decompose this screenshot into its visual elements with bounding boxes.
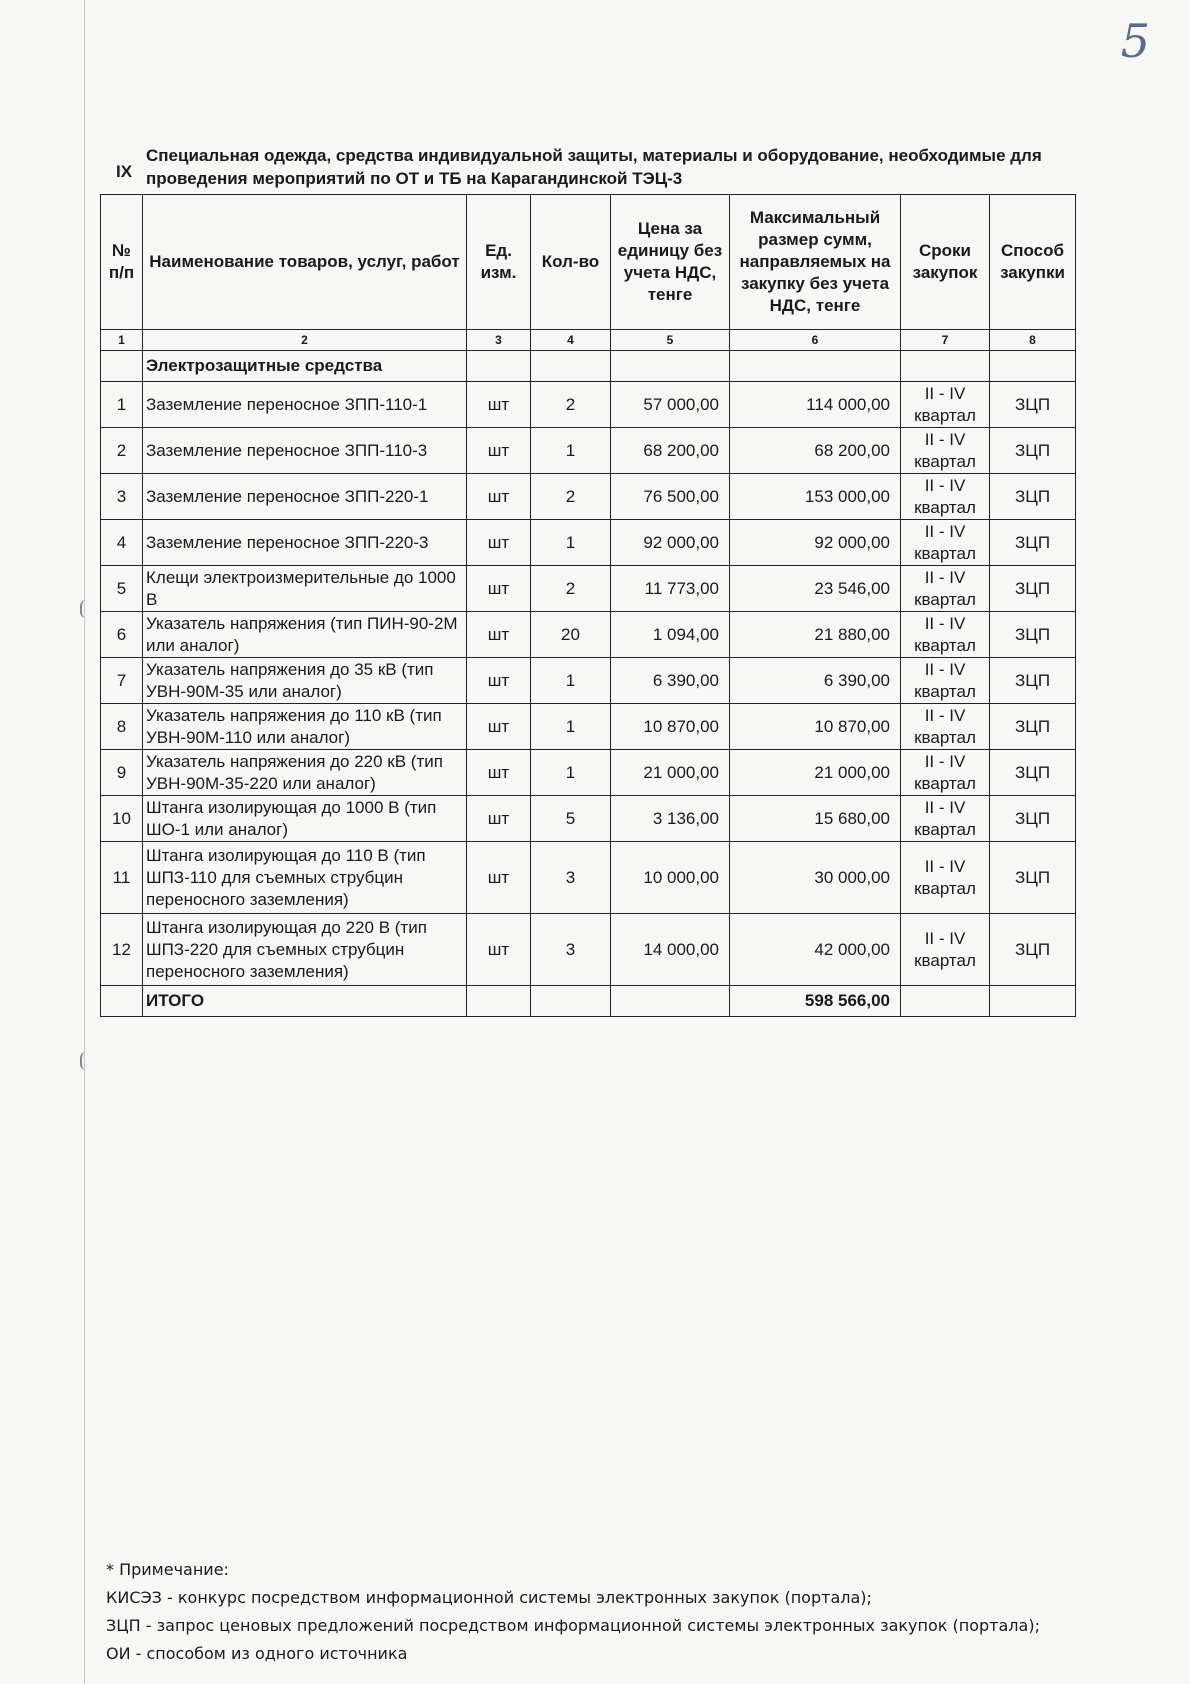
note-line: ЗЦП - запрос ценовых предложений посредством информационной системы электронных закупок (портала); <box>106 1616 1040 1635</box>
item-purchase-period: II - IV квартал <box>901 382 990 428</box>
item-name: Указатель напряжения (тип ПИН-90-2М или аналог) <box>143 612 467 658</box>
column-number-row <box>101 330 1076 351</box>
item-quantity: 20 <box>531 612 611 658</box>
item-amount: 30 000,00 <box>730 842 901 914</box>
item-unit: шт <box>467 842 531 914</box>
item-name: Указатель напряжения до 220 кВ (тип УВН-90М-35-220 или аналог) <box>143 750 467 796</box>
item-purchase-method: ЗЦП <box>990 704 1076 750</box>
column-number: 7 <box>901 330 990 351</box>
item-amount: 6 390,00 <box>730 658 901 704</box>
total-spacer-cell <box>101 986 143 1017</box>
item-name: Указатель напряжения до 110 кВ (тип УВН-90М-110 или аналог) <box>143 704 467 750</box>
table-row <box>101 658 1076 704</box>
column-number: 3 <box>467 330 531 351</box>
column-number: 4 <box>531 330 611 351</box>
item-unit: шт <box>467 658 531 704</box>
header-price: Цена за единицу без учета НДС, тенге <box>611 195 730 330</box>
item-purchase-method: ЗЦП <box>990 796 1076 842</box>
item-amount: 23 546,00 <box>730 566 901 612</box>
item-purchase-method: ЗЦП <box>990 566 1076 612</box>
item-unit: шт <box>467 566 531 612</box>
item-quantity: 1 <box>531 750 611 796</box>
table-row <box>101 796 1076 842</box>
row-number: 1 <box>101 382 143 428</box>
table-row <box>101 428 1076 474</box>
item-unit: шт <box>467 796 531 842</box>
item-purchase-method: ЗЦП <box>990 612 1076 658</box>
procurement-table <box>100 194 1076 1017</box>
item-unit-price: 3 136,00 <box>611 796 730 842</box>
item-purchase-period: II - IV квартал <box>901 704 990 750</box>
table-row <box>101 566 1076 612</box>
item-unit-price: 92 000,00 <box>611 520 730 566</box>
item-amount: 42 000,00 <box>730 914 901 986</box>
total-label: ИТОГО <box>143 986 467 1017</box>
item-amount: 153 000,00 <box>730 474 901 520</box>
group-row <box>101 351 1076 382</box>
item-name: Заземление переносное ЗПП-220-3 <box>143 520 467 566</box>
total-spacer-cell <box>611 986 730 1017</box>
item-quantity: 3 <box>531 914 611 986</box>
item-unit-price: 11 773,00 <box>611 566 730 612</box>
column-number: 5 <box>611 330 730 351</box>
notes-heading: * Примечание: <box>106 1560 229 1579</box>
item-quantity: 1 <box>531 658 611 704</box>
row-number: 11 <box>101 842 143 914</box>
item-purchase-period: II - IV квартал <box>901 914 990 986</box>
group-spacer-cell <box>730 351 901 382</box>
item-amount: 92 000,00 <box>730 520 901 566</box>
total-row <box>101 986 1076 1017</box>
row-number: 5 <box>101 566 143 612</box>
header-name: Наименование товаров, услуг, работ <box>143 195 467 330</box>
total-spacer-cell <box>990 986 1076 1017</box>
header-unit: Ед. изм. <box>467 195 531 330</box>
row-number: 12 <box>101 914 143 986</box>
item-unit-price: 21 000,00 <box>611 750 730 796</box>
note-line: КИСЭЗ - конкурс посредством информационной системы электронных закупок (портала); <box>106 1588 872 1607</box>
handwritten-page-number: 5 <box>1120 14 1150 68</box>
item-unit: шт <box>467 474 531 520</box>
group-spacer-cell <box>990 351 1076 382</box>
item-quantity: 1 <box>531 704 611 750</box>
item-purchase-method: ЗЦП <box>990 382 1076 428</box>
row-number: 4 <box>101 520 143 566</box>
column-number: 1 <box>101 330 143 351</box>
item-name: Указатель напряжения до 35 кВ (тип УВН-90М-35 или аналог) <box>143 658 467 704</box>
item-amount: 21 880,00 <box>730 612 901 658</box>
item-purchase-method: ЗЦП <box>990 842 1076 914</box>
column-number: 6 <box>730 330 901 351</box>
table-row <box>101 842 1076 914</box>
notes-block <box>106 1556 1040 1668</box>
item-unit: шт <box>467 612 531 658</box>
item-purchase-period: II - IV квартал <box>901 842 990 914</box>
section-title: Специальная одежда, средства индивидуальной защиты, материалы и оборудование, необходимые для проведения мероприятий по ОТ и ТБ на Карагандинской ТЭЦ-3 <box>146 146 1042 188</box>
item-name: Заземление переносное ЗПП-110-1 <box>143 382 467 428</box>
item-name: Клещи электроизмерительные до 1000 В <box>143 566 467 612</box>
total-spacer-cell <box>901 986 990 1017</box>
item-unit: шт <box>467 914 531 986</box>
item-name: Штанга изолирующая до 1000 В (тип ШО-1 или аналог) <box>143 796 467 842</box>
item-unit-price: 57 000,00 <box>611 382 730 428</box>
item-unit: шт <box>467 704 531 750</box>
item-purchase-method: ЗЦП <box>990 750 1076 796</box>
item-amount: 68 200,00 <box>730 428 901 474</box>
item-unit-price: 6 390,00 <box>611 658 730 704</box>
binder-hole-mark <box>80 600 90 618</box>
column-number: 8 <box>990 330 1076 351</box>
item-purchase-period: II - IV квартал <box>901 750 990 796</box>
item-purchase-period: II - IV квартал <box>901 658 990 704</box>
item-unit: шт <box>467 382 531 428</box>
header-method: Способ закупки <box>990 195 1076 330</box>
item-quantity: 1 <box>531 520 611 566</box>
table-row <box>101 704 1076 750</box>
item-purchase-period: II - IV квартал <box>901 796 990 842</box>
header-qty: Кол-во <box>531 195 611 330</box>
item-purchase-method: ЗЦП <box>990 474 1076 520</box>
item-unit: шт <box>467 520 531 566</box>
item-amount: 10 870,00 <box>730 704 901 750</box>
table-row <box>101 750 1076 796</box>
row-number: 8 <box>101 704 143 750</box>
item-purchase-period: II - IV квартал <box>901 612 990 658</box>
table-row <box>101 914 1076 986</box>
item-unit-price: 14 000,00 <box>611 914 730 986</box>
table-row <box>101 520 1076 566</box>
row-number: 9 <box>101 750 143 796</box>
group-name: Электрозащитные средства <box>143 351 467 382</box>
note-line: ОИ - способом из одного источника <box>106 1644 408 1663</box>
item-amount: 15 680,00 <box>730 796 901 842</box>
table-row <box>101 382 1076 428</box>
table-row <box>101 474 1076 520</box>
item-quantity: 5 <box>531 796 611 842</box>
group-spacer-cell <box>611 351 730 382</box>
item-purchase-period: II - IV квартал <box>901 520 990 566</box>
total-spacer-cell <box>467 986 531 1017</box>
item-name: Заземление переносное ЗПП-110-3 <box>143 428 467 474</box>
group-spacer-cell <box>467 351 531 382</box>
item-purchase-period: II - IV квартал <box>901 428 990 474</box>
page-edge <box>84 0 85 1684</box>
row-number: 3 <box>101 474 143 520</box>
header-row <box>101 195 1076 330</box>
header-amount: Максимальный размер сумм, направляемых на закупку без учета НДС, тенге <box>730 195 901 330</box>
group-spacer-cell <box>101 351 143 382</box>
item-quantity: 2 <box>531 382 611 428</box>
item-unit-price: 10 870,00 <box>611 704 730 750</box>
item-quantity: 1 <box>531 428 611 474</box>
item-unit: шт <box>467 750 531 796</box>
item-quantity: 2 <box>531 566 611 612</box>
group-spacer-cell <box>531 351 611 382</box>
row-number: 7 <box>101 658 143 704</box>
item-purchase-method: ЗЦП <box>990 520 1076 566</box>
row-number: 6 <box>101 612 143 658</box>
item-amount: 21 000,00 <box>730 750 901 796</box>
item-unit-price: 1 094,00 <box>611 612 730 658</box>
item-unit: шт <box>467 428 531 474</box>
group-spacer-cell <box>901 351 990 382</box>
header-period: Сроки закупок <box>901 195 990 330</box>
header-num: № п/п <box>101 195 143 330</box>
item-name: Штанга изолирующая до 220 В (тип ШПЗ-220 для съемных струбцин переносного заземления) <box>143 914 467 986</box>
item-purchase-method: ЗЦП <box>990 914 1076 986</box>
item-unit-price: 76 500,00 <box>611 474 730 520</box>
item-purchase-method: ЗЦП <box>990 428 1076 474</box>
item-unit-price: 68 200,00 <box>611 428 730 474</box>
row-number: 2 <box>101 428 143 474</box>
item-purchase-period: II - IV квартал <box>901 474 990 520</box>
total-amount: 598 566,00 <box>730 986 901 1017</box>
section-number: IX <box>116 162 133 181</box>
row-number: 10 <box>101 796 143 842</box>
binder-hole-mark <box>80 1052 90 1070</box>
column-number: 2 <box>143 330 467 351</box>
item-unit-price: 10 000,00 <box>611 842 730 914</box>
item-amount: 114 000,00 <box>730 382 901 428</box>
item-purchase-period: II - IV квартал <box>901 566 990 612</box>
total-spacer-cell <box>531 986 611 1017</box>
item-name: Штанга изолирующая до 110 В (тип ШПЗ-110 для съемных струбцин переносного заземления) <box>143 842 467 914</box>
item-quantity: 3 <box>531 842 611 914</box>
item-quantity: 2 <box>531 474 611 520</box>
item-purchase-method: ЗЦП <box>990 658 1076 704</box>
item-name: Заземление переносное ЗПП-220-1 <box>143 474 467 520</box>
table-row <box>101 612 1076 658</box>
